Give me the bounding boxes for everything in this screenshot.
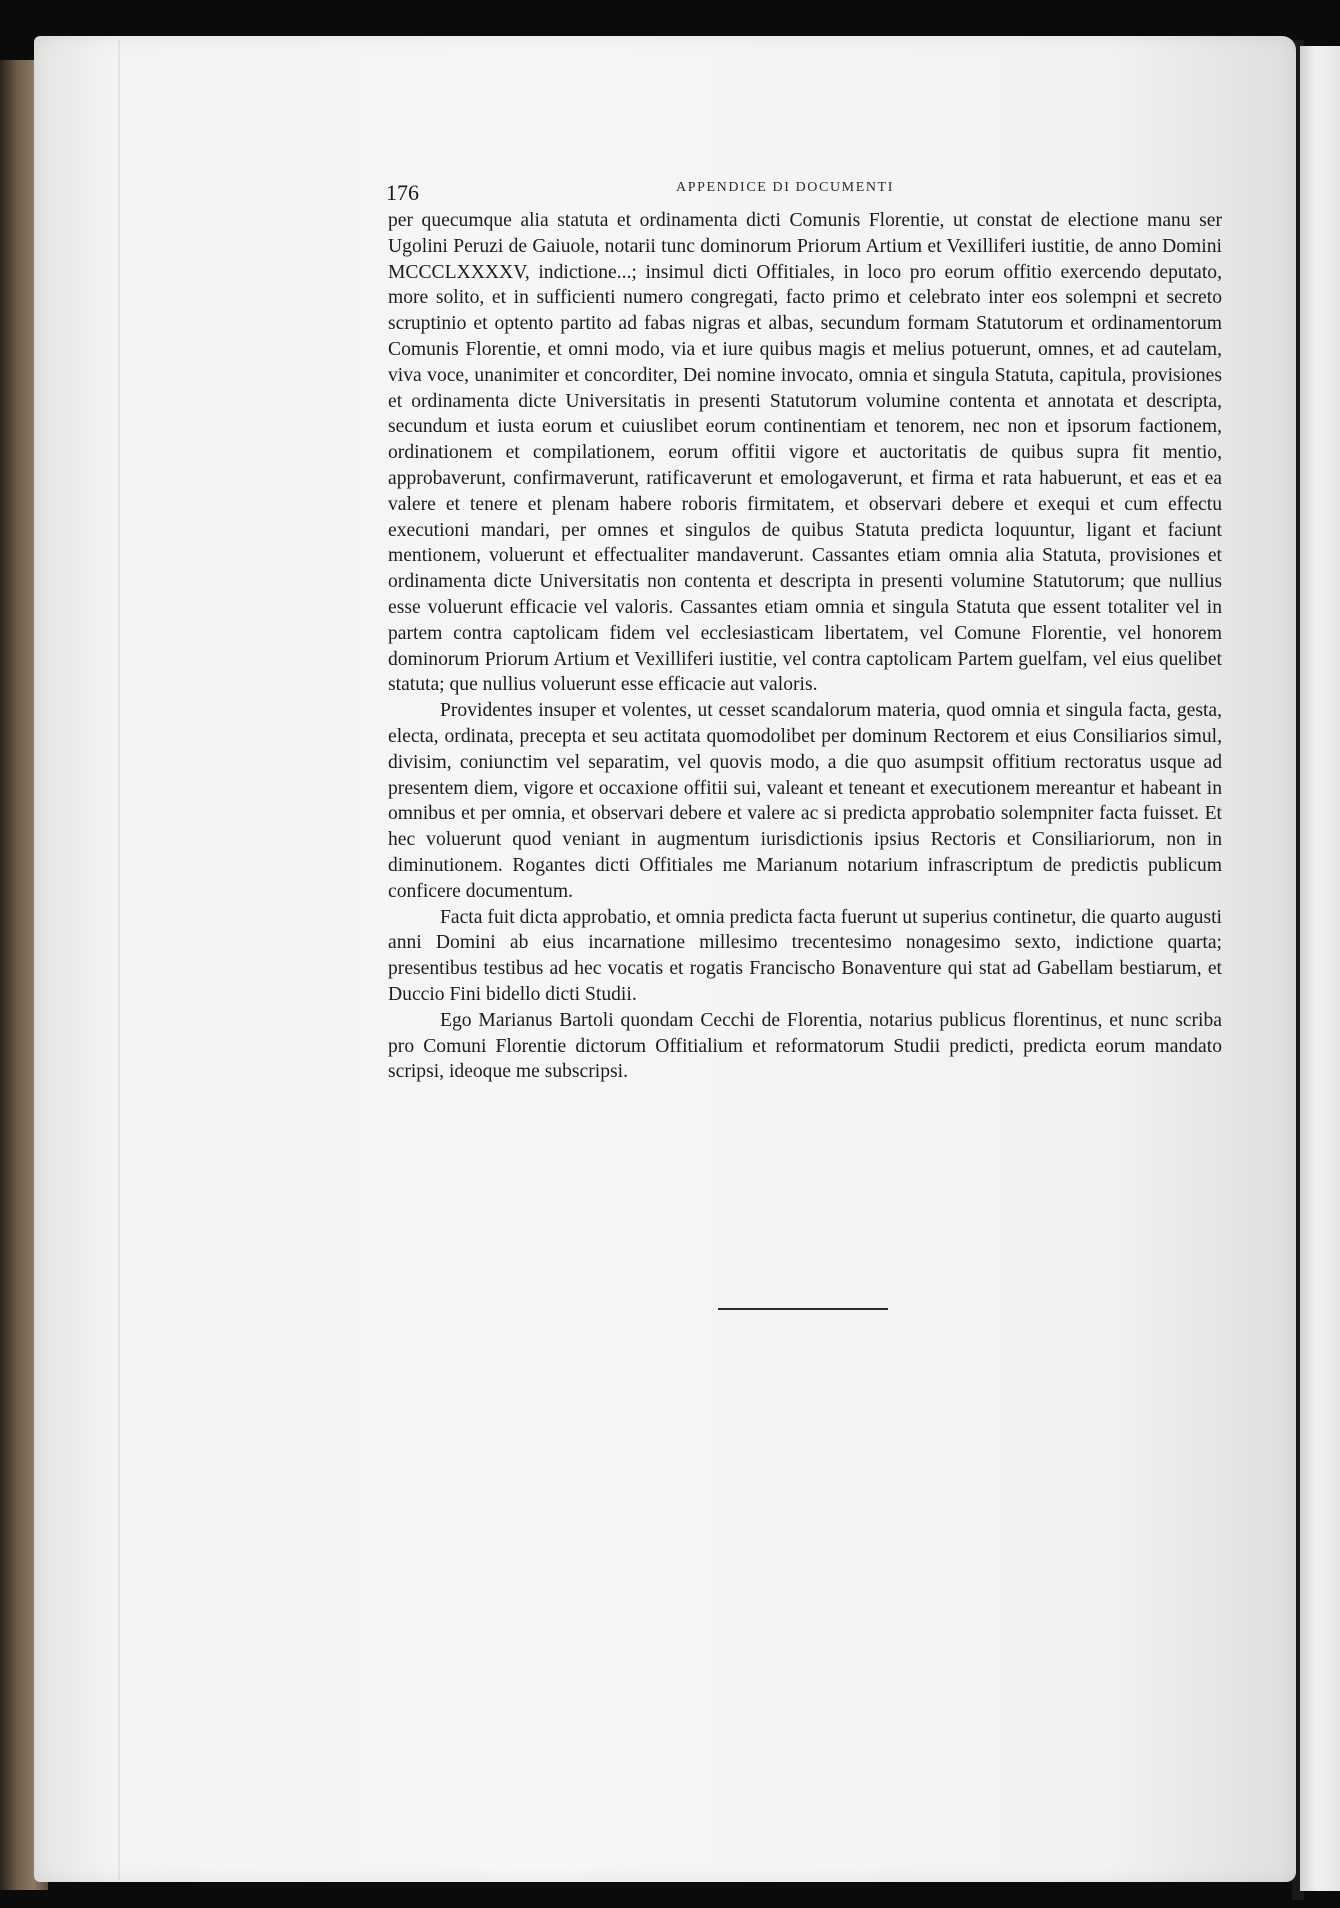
paragraph-4: Ego Marianus Bartoli quondam Cecchi de Florentia, notarius publicus florentinus, et nunc scriba pro Comuni Florentie dictorum Offitialium et reformatorum Studii predicti, predicta eorum mandato scripsi, ideoque me subscripsi. <box>388 1009 1222 1083</box>
paragraph-2: Providentes insuper et volentes, ut cesset scandalorum materia, quod omnia et singula facta, gesta, electa, ordinata, precepta et seu actitata quomodolibet per dominum Rectorem et eius Consiliarios simul, divisim, coniunctim vel separatim, vel quovis modo, a die quo asumpsit offitium rectoratus usque ad presentem diem, vigore et occaxione offitii sui, valeant et teneant et executionem mereantur et habeant in omnibus et per omnia, et observari debere et valere ac si predicta approbatio solempniter facta fuisset. Et hec voluerunt quod veniant in augmentum iurisdictionis ipsius Rectoris et Consiliariorum, non in diminutionem. Rogantes dicti Offitiales me Marianum notarium infrascriptum de predictis publicum conficere documentum. <box>388 700 1222 902</box>
document-body <box>388 208 1222 1085</box>
next-page-edge <box>1300 46 1340 1891</box>
running-title: APPENDICE DI DOCUMENTI <box>676 180 894 195</box>
section-divider-rule <box>718 1308 888 1310</box>
paragraph-1: per quecumque alia statuta et ordinamenta dicti Comunis Florentie, ut constat de electione manu ser Ugolini Peruzi de Gaiuole, notarii tunc dominorum Priorum Artium et Vexilliferi iustitie, de anno Domini MCCCLXXXXV, indictione...; insimul dicti Offitiales, in loco pro eorum offitio exercendo deputato, more solito, et in sufficienti numero congregati, facto primo et celebrato inter eos solempni et secreto scruptinio et optento partito ad fabas nigras et albas, secundum formam Statutorum et ordinamentorum Comunis Florentie, et omni modo, via et iure quibus magis et melius potuerunt, omnes, et ad cautelam, viva voce, unanimiter et concorditer, Dei nomine invocato, omnia et singula Statuta, capitula, provisiones et ordinamenta dicte Universitatis in presenti Statutorum volumine contenta et annotata et descripta, secundum et iusta eorum et cuiuslibet eorum continentiam et tenorem, nec non et ipsorum factionem, ordinationem et compilationem, eorum offitii vigore et auctoritatis de quibus supra fit mentio, approbaverunt, confirmaverunt, ratificaverunt et emologaverunt, et firma et rata habuerunt, et eas et ea valere et tenere et plenam habere roboris firmitatem, et observari debere et exequi et cum effectu executioni mandari, per omnes et singulos de quibus Statuta predicta loquuntur, ligant et faciunt mentionem, voluerunt et effectualiter mandaverunt. Cassantes etiam omnia alia Statuta, provisiones et ordinamenta dicte Universitatis non contenta et descripta in presenti volumine Statutorum; que nullius esse voluerunt efficacie vel valoris. Cassantes etiam omnia et singula Statuta que essent totaliter vel in partem contra captolicam fidem vel ecclesiasticam libertatem, vel Comune Florentie, vel honorem dominorum Priorum Artium et Vexilliferi iustitie, vel contra captolicam Partem guelfam, vel eius quelibet statuta; que nullius voluerunt esse efficacie aut valoris. <box>388 210 1222 696</box>
page-number: 176 <box>386 180 419 205</box>
paragraph-3: Facta fuit dicta approbatio, et omnia predicta facta fuerunt ut superius continetur, die quarto augusti anni Domini ab eius incarnatione millesimo trecentesimo nonagesimo sexto, indictione quarta; presentibus testibus ad hec vocatis et rogatis Francischo Bonaventure qui stat ad Gabellam bestiarum, et Duccio Fini bidello dicti Studii. <box>388 906 1222 1005</box>
page-fold-line <box>118 40 120 1880</box>
page-header <box>386 176 1224 212</box>
